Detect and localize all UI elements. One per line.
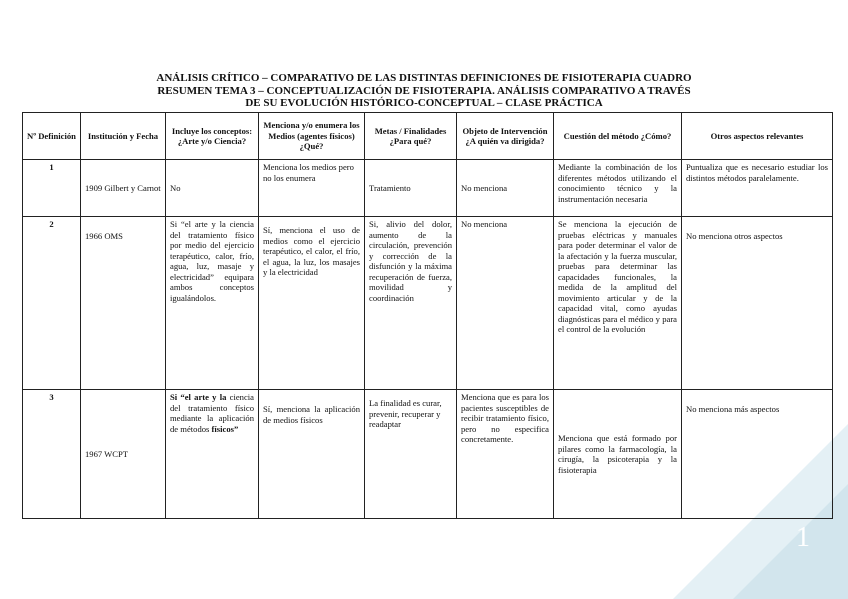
document-title [0, 72, 848, 110]
header-otros: Otros aspectos relevantes [682, 113, 833, 160]
cell-medios: Sí, menciona el uso de medios como el ejercicio terapéutico, el calor, el frío, el agua, la luz, los masajes y la electricidad [259, 217, 365, 390]
header-metodo: Cuestión del método ¿Cómo? [554, 113, 682, 160]
cell-num: 1 [23, 160, 81, 217]
cell-metas: Tratamiento [365, 160, 457, 217]
cell-institution: 1966 OMS [81, 217, 166, 390]
comparison-table [22, 112, 833, 519]
cell-metas: La finalidad es curar, prevenir, recuperar y readaptar [365, 390, 457, 519]
cell-objeto: Menciona que es para los pacientes susceptibles de recibir tratamiento físico, pero no especifica concretamente. [457, 390, 554, 519]
header-metas: Metas / Finalidades ¿Para qué? [365, 113, 457, 160]
cell-metodo: Mediante la combinación de los diferentes métodos utilizando el conocimiento técnico y la instrumentación necesaria [554, 160, 682, 217]
cell-otros: No menciona más aspectos [682, 390, 833, 519]
cell-metas: Si, alivio del dolor, aumento de la circulación, prevención y corrección de la disfunción y la máxima recuperación de fuerza, movilidad y coordinación [365, 217, 457, 390]
page-number: 1 [796, 522, 810, 553]
arte-ciencia-quote-end: físicos” [211, 423, 239, 434]
cell-objeto: No menciona [457, 160, 554, 217]
title-line-3: DE SU EVOLUCIÓN HISTÓRICO-CONCEPTUAL – CLASE PRÁCTICA [245, 97, 603, 109]
header-objeto: Objeto de Intervención ¿A quién va dirigida? [457, 113, 554, 160]
cell-num: 3 [23, 390, 81, 519]
cell-arte-ciencia [166, 390, 259, 519]
arte-ciencia-quote-start: Si “el arte y la [170, 392, 227, 402]
cell-institution: 1909 Gilbert y Carnot [81, 160, 166, 217]
cell-institution: 1967 WCPT [81, 390, 166, 519]
header-institution: Institución y Fecha [81, 113, 166, 160]
header-arte-ciencia: Incluye los conceptos: ¿Arte y/o Ciencia? [166, 113, 259, 160]
header-row [23, 113, 833, 160]
cell-num: 2 [23, 217, 81, 390]
cell-otros: No menciona otros aspectos [682, 217, 833, 390]
cell-medios: Menciona los medios pero no los enumera [259, 160, 365, 217]
arte-ciencia-quote-middle: ciencia del tratamiento físico mediante la aplicación de métodos [170, 392, 254, 434]
cell-objeto: No menciona [457, 217, 554, 390]
cell-arte-ciencia: No [166, 160, 259, 217]
cell-metodo: Menciona que está formado por pilares como la farmacología, la cirugía, la psicoterapia y la fisioterapia [554, 390, 682, 519]
cell-medios: Sí, menciona la aplicación de medios físicos [259, 390, 365, 519]
cell-otros: Puntualiza que es necesario estudiar los distintos métodos paralelamente. [682, 160, 833, 217]
table-row [23, 217, 833, 390]
table-row [23, 390, 833, 519]
header-num: Nº Definición [23, 113, 81, 160]
title-line-1: ANÁLISIS CRÍTICO – COMPARATIVO DE LAS DISTINTAS DEFINICIONES DE FISIOTERAPIA CUADRO [156, 72, 692, 84]
header-medios: Menciona y/o enumera los Medios (agentes físicos) ¿Qué? [259, 113, 365, 160]
cell-metodo: Se menciona la ejecución de pruebas eléctricas y manuales para poder determinar el valor de la afectación y la fuerza muscular, pruebas para determinar las capacidades funcionales, la medida de la amplitud del movimiento articular y de la capacidad vital, como ayudas diagnósticas para el médico y para el control de la evolución [554, 217, 682, 390]
title-line-2: RESUMEN TEMA 3 – CONCEPTUALIZACIÓN DE FISIOTERAPIA. ANÁLISIS COMPARATIVO A TRAVÉS [157, 84, 691, 97]
cell-arte-ciencia: Si “el arte y la ciencia del tratamiento físico por medio del ejercicio terapéutico, calor, frío, agua, luz, masaje y electricidad” equipara ambos conceptos igualándolos. [166, 217, 259, 390]
table-row [23, 160, 833, 217]
